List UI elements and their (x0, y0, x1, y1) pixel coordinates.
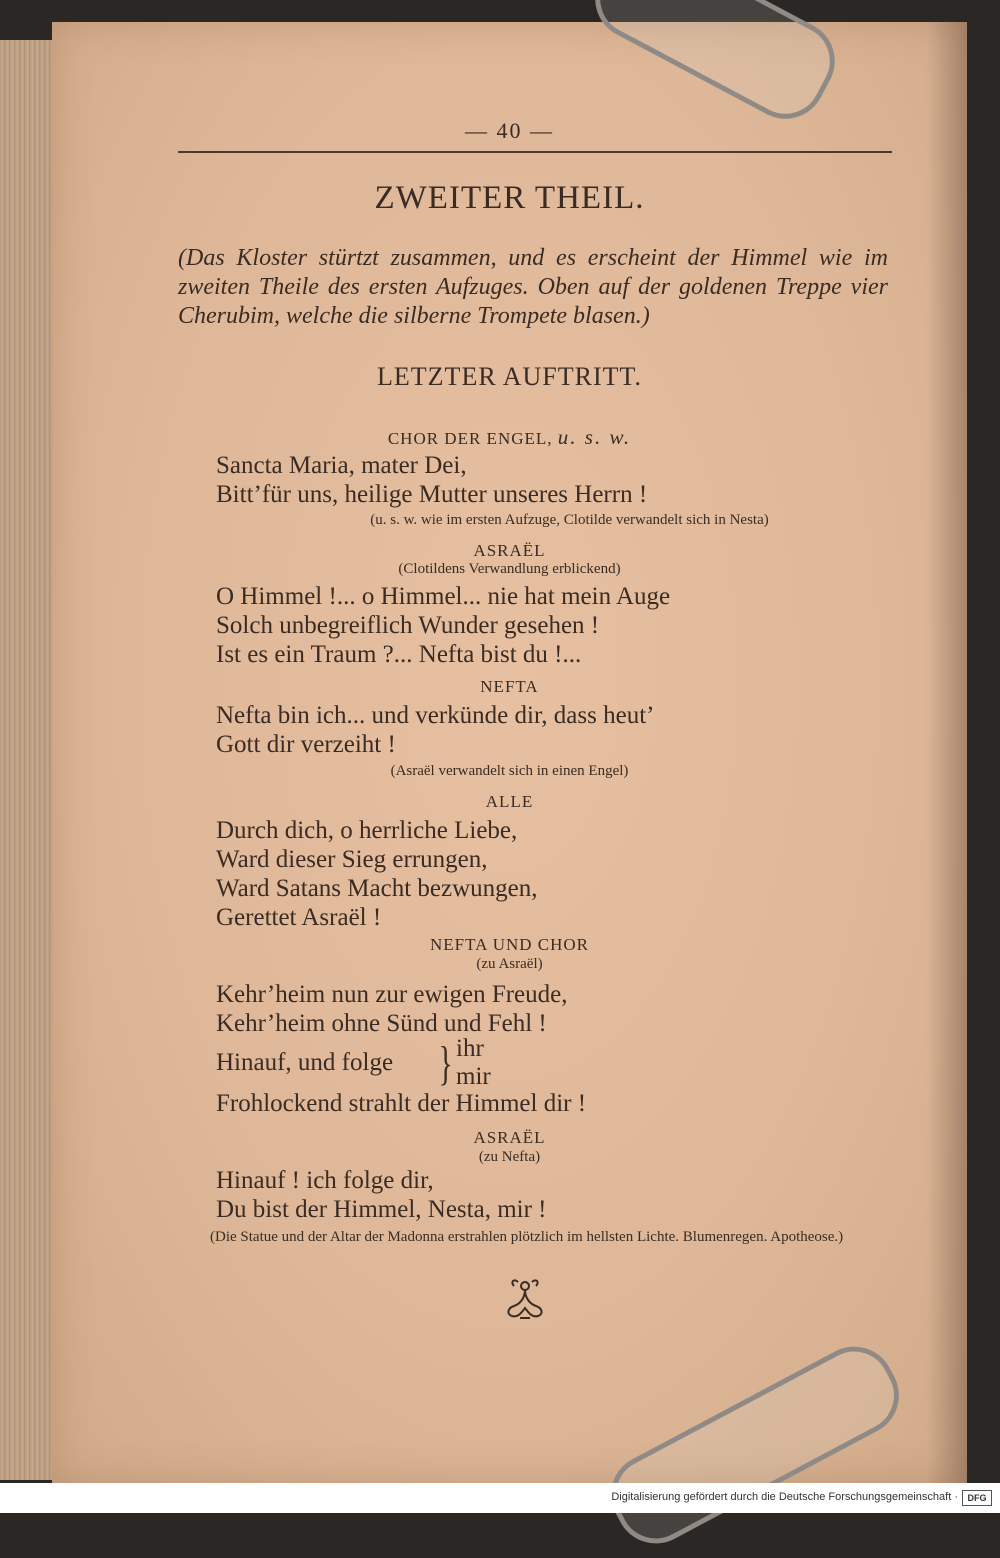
verse-asrael (216, 582, 670, 669)
speaker-chor-der-engel (52, 425, 967, 450)
page-content (52, 0, 967, 1483)
verse-nefta-chor (216, 980, 568, 1038)
verse-line: Kehr’heim nun zur ewigen Freude, (216, 981, 568, 1008)
book-page-stack (0, 40, 60, 1480)
verse-line: Ward Satans Macht bezwungen, (216, 875, 538, 902)
speaker-direction: (zu Asraël) (476, 956, 543, 972)
verse-nefta-chor-closing (216, 1089, 586, 1118)
dfg-logo: DFG (962, 1490, 992, 1506)
flower-ornament-icon (500, 1276, 550, 1322)
verse-line: Hinauf ! ich folge dir, (216, 1167, 434, 1194)
speaker-direction: (Clotildens Verwandlung erblickend) (398, 561, 621, 577)
verse-chor (216, 451, 647, 509)
verse-line: Ist es ein Traum ?... Nefta bist du !... (216, 641, 582, 668)
section-title: ZWEITER THEIL. (374, 180, 645, 216)
brace-option: ihr (456, 1035, 484, 1062)
verse-line: Solch unbegreiflich Wunder gesehen ! (216, 612, 600, 639)
verse-line: Hinauf, und folge (216, 1049, 394, 1076)
verse-line: Ward dieser Sieg errungen, (216, 846, 488, 873)
verse-line: O Himmel !... o Himmel... nie hat mein Auge (216, 583, 671, 610)
footer-credit: Digitalisierung gefördert durch die Deutsche Forschungsgemeinschaft · (611, 1491, 958, 1503)
stage-direction-final: (Die Statue und der Altar der Madonna erstrahlen plötzlich im hellsten Lichte. Blumenregen. Apotheose.) (210, 1229, 844, 1245)
verse-asrael-final (216, 1166, 547, 1224)
verse-line: Sancta Maria, mater Dei, (216, 452, 467, 479)
speaker-suffix: u. s. w. (557, 425, 632, 449)
scene-heading: LETZTER AUFTRITT. (377, 362, 642, 391)
verse-line: Nefta bin ich... und verkünde dir, dass heut’ (216, 702, 655, 729)
brace-option: mir (456, 1063, 491, 1090)
speaker-direction: (zu Nefta) (478, 1149, 541, 1165)
speaker-nefta-und-chor: NEFTA UND CHOR (429, 935, 590, 954)
speaker-asrael-final: ASRAËL (473, 1128, 546, 1147)
footer-bar (0, 1483, 1000, 1513)
verse-line: Gerettet Asraël ! (216, 904, 382, 931)
speaker-nefta: NEFTA (480, 677, 539, 696)
speaker-alle: ALLE (485, 792, 534, 811)
header-rule (178, 151, 892, 153)
stage-direction-asrael-angel: (Asraël verwandelt sich in einen Engel) (390, 763, 629, 779)
curly-brace: } (438, 1037, 453, 1090)
verse-alle (216, 816, 538, 932)
page-number: — 40 — (465, 118, 554, 143)
verse-line: Frohlockend strahlt der Himmel dir ! (216, 1090, 587, 1117)
speaker-asrael: ASRAËL (473, 541, 546, 560)
stage-direction-opening: (Das Kloster stürtzt zusammen, und es erscheint der Himmel wie im zweiten Theile des ersten Aufzuges. Oben auf der goldenen Treppe vier Cherubim, welche die silberne Trompete blasen.) (178, 245, 888, 329)
verse-line: Kehr’heim ohne Sünd und Fehl ! (216, 1010, 547, 1037)
verse-line: Durch dich, o herrliche Liebe, (216, 817, 518, 844)
verse-line: Du bist der Himmel, Nesta, mir ! (216, 1196, 547, 1223)
speaker-name: CHOR DER ENGEL, (387, 429, 553, 448)
verse-line: Gott dir verzeiht ! (216, 731, 396, 758)
stage-direction-transform: (u. s. w. wie im ersten Aufzuge, Clotilde verwandelt sich in Nesta) (370, 512, 769, 528)
verse-nefta (216, 701, 654, 759)
verse-line: Bitt’für uns, heilige Mutter unseres Herrn ! (216, 481, 648, 508)
